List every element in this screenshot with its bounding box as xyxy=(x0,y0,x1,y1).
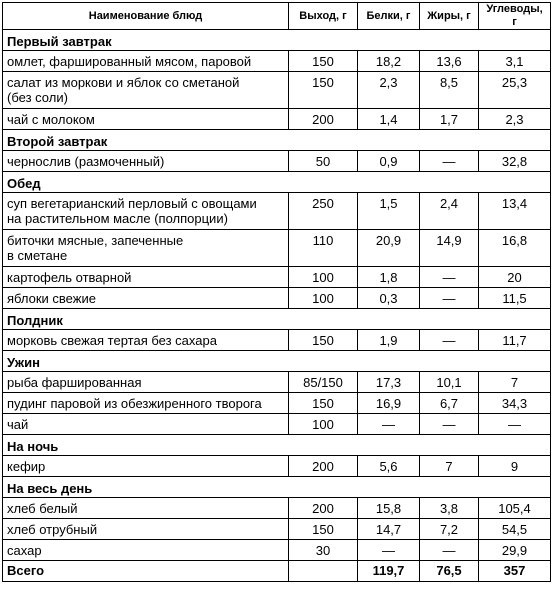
table-row xyxy=(3,267,551,288)
table-row xyxy=(3,456,551,477)
section-row xyxy=(3,130,551,151)
cell-protein: 16,9 xyxy=(358,393,420,414)
cell-output: 150 xyxy=(289,51,358,72)
cell-carbs: 7 xyxy=(479,372,551,393)
cell-carbs: 32,8 xyxy=(479,151,551,172)
cell-output: 100 xyxy=(289,414,358,435)
cell-fat: — xyxy=(420,151,479,172)
section-title: Первый завтрак xyxy=(3,30,551,51)
cell-fat: 7,2 xyxy=(420,519,479,540)
cell-output: 200 xyxy=(289,498,358,519)
section-row xyxy=(3,435,551,456)
section-row xyxy=(3,351,551,372)
cell-fat: — xyxy=(420,288,479,309)
cell-output: 100 xyxy=(289,288,358,309)
cell-protein: 14,7 xyxy=(358,519,420,540)
cell-output: 150 xyxy=(289,393,358,414)
dish-name-line2: на растительном масле (полпорции) xyxy=(7,211,228,226)
table-row xyxy=(3,51,551,72)
dish-name: рыба фаршированная xyxy=(3,372,289,393)
cell-fat: — xyxy=(420,540,479,561)
cell-carbs: 25,3 xyxy=(479,72,551,109)
table-header-row xyxy=(3,3,551,30)
table-row xyxy=(3,498,551,519)
cell-fat: 14,9 xyxy=(420,230,479,267)
cell-output: 200 xyxy=(289,109,358,130)
table-row xyxy=(3,519,551,540)
cell-fat: 7 xyxy=(420,456,479,477)
cell-carbs: 34,3 xyxy=(479,393,551,414)
table-row xyxy=(3,540,551,561)
cell-protein: 1,9 xyxy=(358,330,420,351)
cell-protein: 0,9 xyxy=(358,151,420,172)
cell-carbs: 16,8 xyxy=(479,230,551,267)
dish-name xyxy=(3,193,289,230)
cell-protein: 1,5 xyxy=(358,193,420,230)
cell-protein: 1,4 xyxy=(358,109,420,130)
table-row xyxy=(3,72,551,109)
cell-protein: — xyxy=(358,414,420,435)
diet-table xyxy=(2,2,551,582)
cell-fat: 6,7 xyxy=(420,393,479,414)
cell-output: 150 xyxy=(289,72,358,109)
cell-output: 150 xyxy=(289,519,358,540)
header-carbs: Углеводы, г xyxy=(479,3,551,30)
dish-name: омлет, фаршированный мясом, паровой xyxy=(3,51,289,72)
dish-name: яблоки свежие xyxy=(3,288,289,309)
table-row xyxy=(3,414,551,435)
cell-output: 150 xyxy=(289,330,358,351)
cell-fat: — xyxy=(420,414,479,435)
dish-name: морковь свежая тертая без сахара xyxy=(3,330,289,351)
cell-carbs: 11,5 xyxy=(479,288,551,309)
cell-carbs: — xyxy=(479,414,551,435)
dish-name xyxy=(3,72,289,109)
cell-carbs: 9 xyxy=(479,456,551,477)
dish-name: хлеб белый xyxy=(3,498,289,519)
cell-protein: — xyxy=(358,540,420,561)
header-name: Наименование блюд xyxy=(3,3,289,30)
cell-carbs: 11,7 xyxy=(479,330,551,351)
section-title: Второй завтрак xyxy=(3,130,551,151)
header-output: Выход, г xyxy=(289,3,358,30)
cell-protein: 1,8 xyxy=(358,267,420,288)
cell-output: 100 xyxy=(289,267,358,288)
dish-name: чай с молоком xyxy=(3,109,289,130)
table-row xyxy=(3,109,551,130)
cell-carbs: 20 xyxy=(479,267,551,288)
dish-name xyxy=(3,230,289,267)
table-row xyxy=(3,372,551,393)
section-title: Ужин xyxy=(3,351,551,372)
dish-name: чай xyxy=(3,414,289,435)
cell-carbs: 2,3 xyxy=(479,109,551,130)
cell-protein: 119,7 xyxy=(358,561,420,582)
cell-protein: 15,8 xyxy=(358,498,420,519)
dish-name-line2: (без соли) xyxy=(7,90,68,105)
section-title: На ночь xyxy=(3,435,551,456)
cell-output: 200 xyxy=(289,456,358,477)
cell-protein: 2,3 xyxy=(358,72,420,109)
dish-name: кефир xyxy=(3,456,289,477)
cell-carbs: 13,4 xyxy=(479,193,551,230)
section-row xyxy=(3,309,551,330)
cell-fat: 76,5 xyxy=(420,561,479,582)
dish-name: Всего xyxy=(3,561,289,582)
cell-output: 85/150 xyxy=(289,372,358,393)
cell-protein: 0,3 xyxy=(358,288,420,309)
section-row xyxy=(3,477,551,498)
cell-carbs: 105,4 xyxy=(479,498,551,519)
dish-name-line2: в сметане xyxy=(7,248,68,263)
cell-carbs: 3,1 xyxy=(479,51,551,72)
cell-carbs: 29,9 xyxy=(479,540,551,561)
cell-carbs: 357 xyxy=(479,561,551,582)
section-row xyxy=(3,172,551,193)
dish-name: хлеб отрубный xyxy=(3,519,289,540)
dish-name-line1: биточки мясные, запеченные xyxy=(7,233,184,248)
section-row xyxy=(3,30,551,51)
cell-fat: 13,6 xyxy=(420,51,479,72)
dish-name: картофель отварной xyxy=(3,267,289,288)
section-title: Полдник xyxy=(3,309,551,330)
table-row xyxy=(3,288,551,309)
cell-output: 250 xyxy=(289,193,358,230)
table-body xyxy=(3,30,551,582)
section-title: На весь день xyxy=(3,477,551,498)
dish-name-line1: суп вегетарианский перловый с овощами xyxy=(7,196,257,211)
cell-fat: 3,8 xyxy=(420,498,479,519)
total-row xyxy=(3,561,551,582)
header-protein: Белки, г xyxy=(358,3,420,30)
dish-name: сахар xyxy=(3,540,289,561)
dish-name: пудинг паровой из обезжиренного творога xyxy=(3,393,289,414)
cell-output: 110 xyxy=(289,230,358,267)
cell-fat: 8,5 xyxy=(420,72,479,109)
cell-protein: 18,2 xyxy=(358,51,420,72)
dish-name: чернослив (размоченный) xyxy=(3,151,289,172)
cell-protein: 17,3 xyxy=(358,372,420,393)
cell-carbs: 54,5 xyxy=(479,519,551,540)
cell-protein: 5,6 xyxy=(358,456,420,477)
table-row xyxy=(3,151,551,172)
table-row xyxy=(3,330,551,351)
header-fat: Жиры, г xyxy=(420,3,479,30)
cell-output xyxy=(289,561,358,582)
cell-fat: 2,4 xyxy=(420,193,479,230)
table-row xyxy=(3,393,551,414)
cell-fat: — xyxy=(420,267,479,288)
cell-fat: 10,1 xyxy=(420,372,479,393)
section-title: Обед xyxy=(3,172,551,193)
cell-protein: 20,9 xyxy=(358,230,420,267)
cell-output: 30 xyxy=(289,540,358,561)
table-row xyxy=(3,230,551,267)
table-row xyxy=(3,193,551,230)
cell-fat: — xyxy=(420,330,479,351)
dish-name-line1: салат из моркови и яблок со сметаной xyxy=(7,75,240,90)
cell-fat: 1,7 xyxy=(420,109,479,130)
cell-output: 50 xyxy=(289,151,358,172)
